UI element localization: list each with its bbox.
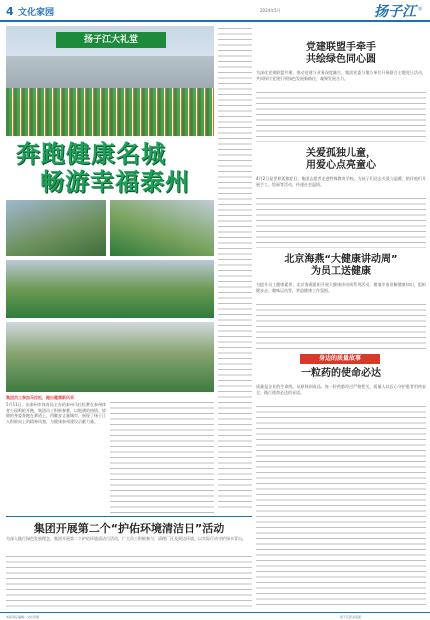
newspaper-logo-sub: 報 [418,6,422,11]
article-headline: 关爱孤独儿童， [306,148,376,159]
article-health-week [256,254,426,278]
article-headline: 北京海燕“大健康讲动周” [284,254,398,265]
article-body: 4月2日是世界孤独症日，集团志愿者走进特殊教育学校，为孩子们送去关爱与温暖，陪伴他们开展手工、绘画等活动，传递社会温情。 [256,176,426,187]
column-tag: 身边的质量故事 [300,354,380,364]
article-body-lines [256,198,426,248]
article-body-lines [256,92,426,142]
article-body: 为提升员工健康素养，北京海燕组织开展大健康讲动周系列活动，邀请专家讲解健康知识，组织健步走、趣味运动等，营造健康工作氛围。 [256,282,426,293]
article-autism-care [256,148,426,172]
bottom-article-body: 为深入践行绿色发展理念，集团开展第二个护佑环境清洁日活动，广大员工积极参与，清理厂区及周边环境，以实际行动守护绿水青山。 [6,536,246,541]
article-headline: 党建联盟手牵手 [306,42,376,53]
page-number: 4 [6,5,14,18]
article-headline-2: 为员工送健康 [311,266,371,277]
footer-left: 本版责任编辑：文化家园 [6,615,40,619]
article-body: 为深化党建联盟共建，推动党建与业务深度融合，集团党委与地方单位开展联合主题党日活动，共同探讨党建引领绿色发展新路径，凝聚发展合力。 [256,70,426,81]
section-divider [6,516,252,517]
feature-body: 5月11日，由泰州市体育局主办的泰州马拉松赛在泰州体育公园鸣枪开跑。集团员工积极参赛，以饱满的热情、矫健的身姿奔跑在赛道上，用脚步丈量城市，展现了扬子江人积极向上的精神风貌，为健康泰州建设贡献力量。 [6,402,106,424]
newspaper-logo: 扬子江 [374,4,416,20]
feature-subhead: 集团员工参加马拉松，跑出健康新风采 [6,395,74,400]
bottom-article-body-lines [6,556,252,610]
page-footer [0,612,430,620]
article-headline: 一粒药的使命必达 [301,368,381,379]
event-banner: 扬子江大礼堂 [56,32,166,48]
date-line: 2024年5月 [260,8,281,13]
runners-photo-a [6,200,106,256]
runners-photo-b [110,200,214,256]
runners-photo-d [6,322,214,392]
article-quality-story [256,368,426,380]
footer-right: 扬子江药业集团 [340,615,362,619]
article-headline-2: 共绘绿色同心圆 [306,54,376,65]
feature-headline-line2: 畅游幸福泰州 [40,168,190,196]
bottom-headline: 集团开展第二个“护佑环境清洁日”活动 [33,522,225,535]
runners-photo-c [6,260,214,318]
article-body-lines [256,406,426,606]
side-column-text [218,28,252,508]
article-body-lines [256,304,426,350]
article-body: 质量是企业的生命线。从原料到成品，每一粒药都经过严格把关，质量人以匠心守护患者用药安全，践行使命必达的承诺。 [256,384,426,395]
feature-body-continued [110,402,214,514]
marathon-photo [6,26,214,136]
section-title: 文化家园 [18,8,55,18]
feature-headline-line1: 奔跑健康名城 [16,140,166,168]
article-party-alliance [256,42,426,66]
feature-headline [6,140,214,196]
masthead [0,0,430,22]
runner-crowd [6,88,214,136]
article-headline-2: 用爱心点亮童心 [306,160,376,171]
